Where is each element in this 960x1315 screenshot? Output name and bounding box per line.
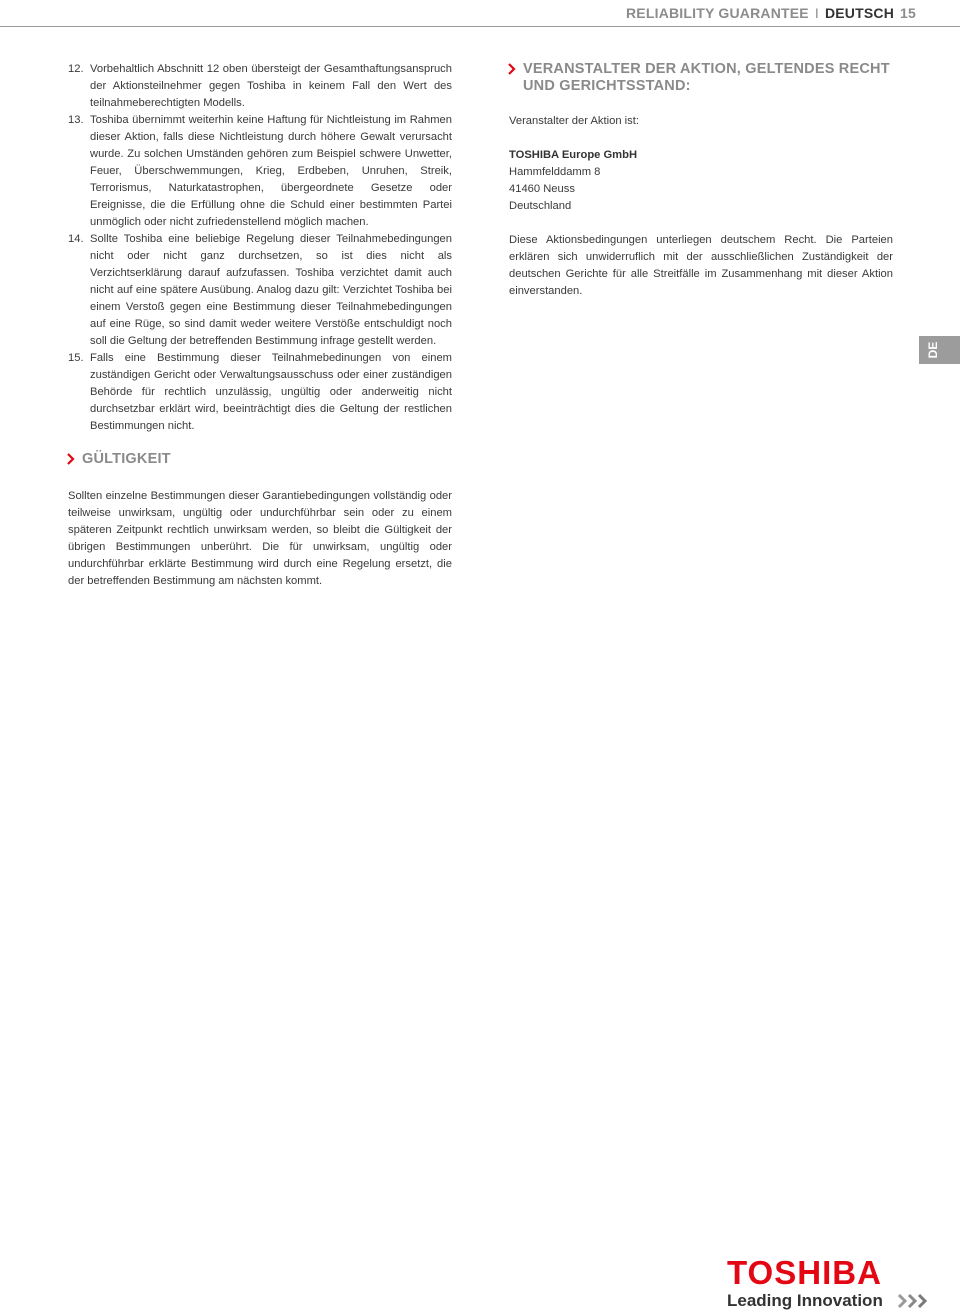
toshiba-logo <box>727 1256 937 1312</box>
organizer-country: Deutschland <box>509 200 572 212</box>
clause-13 <box>68 112 452 231</box>
header-section: RELIABILITY GUARANTEE <box>626 5 809 21</box>
chevron-right-icon <box>66 451 82 468</box>
clause-15 <box>68 350 452 435</box>
validity-heading-text: GÜLTIGKEIT <box>82 451 171 467</box>
governing-law-text: Diese Aktionsbedingungen unterliegen deutschem Recht. Die Parteien erklären sich unwiderruflich mit der ausschließlichen Zuständigkeit der deutschen Gerichte für alle Streitfälle im Zusammenhang mit dieser Aktion einverstanden. <box>509 234 893 297</box>
clause-text: Sollte Toshiba eine beliebige Regelung dieser Teilnahmebedingungen nicht oder nicht ganz durchsetzen, so ist dies nicht als Verzichtserklärung darauf aufzufassen. Toshiba verzichtet damit auch nicht auf eine spätere Ausübung. Analog dazu gilt: Verzichtet Toshiba bei einem Verstoß gegen eine Bestimmung dieser Teilnahmebedingungen auf eine Rüge, so sind damit weder weitere Verstöße entschuldigt noch soll die Geltung der betreffenden Bestimmung infrage gestellt werden. <box>90 233 452 347</box>
organizer-heading <box>509 61 893 95</box>
page-header <box>0 0 960 28</box>
organizer-company: TOSHIBA Europe GmbH <box>509 149 638 161</box>
clause-text: Toshiba übernimmt weiterhin keine Haftung für Nichtleistung im Rahmen dieser Aktion, falls diese Nichtleistung durch höhere Gewalt verursacht wurde. Zu solchen Umständen gehören zum Beispiel schwere Unwetter, Feuer, Überschwemmungen, Krieg, Erdbeben, Unruhen, Streik, Terrorismus, Naturkatastrophen, übergeordnete Gesetze oder Ereignisse, die die Erfüllung ohne die Schuld einer bestimmten Partei unmöglich oder nicht zufriedenstellend möglich machen. <box>90 114 452 228</box>
clause-12 <box>68 61 452 112</box>
clause-text: Falls eine Bestimmung dieser Teilnahmebedinungen von einem zuständigen Gericht oder Verwaltungsausschuss oder einer zuständigen Behörde für rechtlich unzulässig, ungültig oder anderweitig nicht durchsetzbar erklärt wird, beeinträchtigt dies die Geltung der restlichen Bestimmungen nicht. <box>90 352 452 432</box>
logo-tagline: Leading Innovation <box>727 1291 883 1310</box>
clause-text: Vorbehaltlich Abschnitt 12 oben übersteigt der Gesamthaftungsanspruch der Aktionsteilnehmer gegen Toshiba in keinem Fall den Wert des teilnahmeberechtigten Modells. <box>90 63 452 109</box>
organizer-heading-line2: UND GERICHTSSTAND: <box>523 78 691 94</box>
language-side-tab <box>919 336 960 364</box>
triple-chevron-icon <box>897 1293 933 1309</box>
validity-heading <box>68 451 452 468</box>
page-number: 15 <box>900 5 916 21</box>
validity-section <box>68 451 452 601</box>
clause-number: 12. <box>68 63 84 75</box>
organizer-heading-line1: VERANSTALTER DER AKTION, GELTENDES RECHT <box>523 61 890 77</box>
header-separator: I <box>814 5 819 21</box>
organizer-street: Hammfelddamm 8 <box>509 166 601 178</box>
logo-wordmark: TOSHIBA <box>727 1254 882 1291</box>
clause-number: 13. <box>68 114 84 126</box>
clause-number: 14. <box>68 233 84 245</box>
chevron-right-icon <box>507 61 523 78</box>
organizer-heading-text <box>523 61 890 95</box>
clause-14 <box>68 231 452 350</box>
header-title <box>626 5 916 21</box>
clauses-column <box>68 61 452 435</box>
header-divider <box>0 26 960 27</box>
organizer-column <box>509 61 893 300</box>
language-tab-label: DE <box>926 341 940 359</box>
validity-text: Sollten einzelne Bestimmungen dieser Garantiebedingungen vollständig oder teilweise unwirksam, ungültig oder undurchführbar sein oder zu einem späteren Zeitpunkt rechtlich unwirksam werden, so bleibt die Gültigkeit der übrigen Bestimmungen unberührt. Die für unwirksam, ungültig oder undurchführbar erklärte Bestimmung wird durch eine Regelung ersetzt, die der betreffenden Bestimmung am nächsten kommt. <box>68 490 452 587</box>
clause-number: 15. <box>68 352 84 364</box>
organizer-intro: Veranstalter der Aktion ist: <box>509 115 639 127</box>
organizer-city: 41460 Neuss <box>509 183 575 195</box>
header-language: DEUTSCH <box>824 5 895 21</box>
